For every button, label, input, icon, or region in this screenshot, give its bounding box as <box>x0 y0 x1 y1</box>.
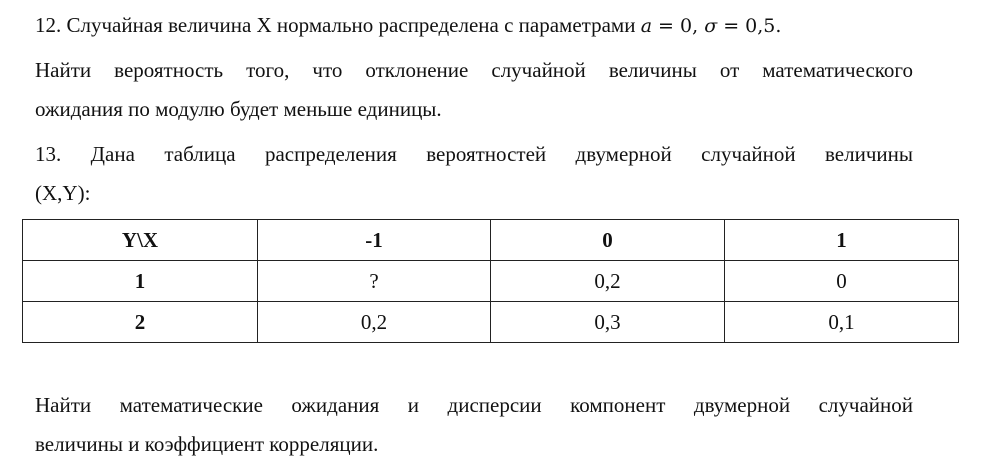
problem-12-line-2: Найти вероятность того, что отклонение случайной величины от математического <box>35 58 913 82</box>
problem-13-task-line-1: Найти математические ожидания и дисперсии компонент двумерной случайной <box>35 393 913 417</box>
probability-cell: 0,3 <box>491 302 725 343</box>
problem-13-line-1: 13. Дана таблица распределения вероятностей двумерной случайной величины <box>35 142 913 166</box>
table-row <box>23 302 959 343</box>
probability-cell: 0,2 <box>258 302 491 343</box>
problem-12-statement: 12. Случайная величина X нормально распределена с параметрами <box>35 13 641 37</box>
y-value-header: 2 <box>23 302 258 343</box>
distribution-table <box>22 219 959 343</box>
problem-13-line-2: (X,Y): <box>35 181 91 205</box>
param-sigma-value: = 0,5. <box>717 15 782 37</box>
probability-cell: ? <box>258 261 491 302</box>
problem-13-task-line-2: величины и коэффициент корреляции. <box>35 432 379 456</box>
problem-12-line-3: ожидания по модулю будет меньше единицы. <box>35 97 442 121</box>
table-row <box>23 261 959 302</box>
param-sigma-symbol: σ <box>704 15 718 37</box>
table-header-row <box>23 220 959 261</box>
x-value-header: 1 <box>725 220 959 261</box>
param-a-value: = 0, <box>652 15 705 37</box>
x-value-header: -1 <box>258 220 491 261</box>
param-a-symbol: a <box>640 15 653 37</box>
problem-12-line-1 <box>35 11 913 40</box>
probability-cell: 0 <box>725 261 959 302</box>
y-value-header: 1 <box>23 261 258 302</box>
probability-cell: 0,1 <box>725 302 959 343</box>
probability-cell: 0,2 <box>491 261 725 302</box>
x-value-header: 0 <box>491 220 725 261</box>
table-corner-cell: Y\X <box>23 220 258 261</box>
